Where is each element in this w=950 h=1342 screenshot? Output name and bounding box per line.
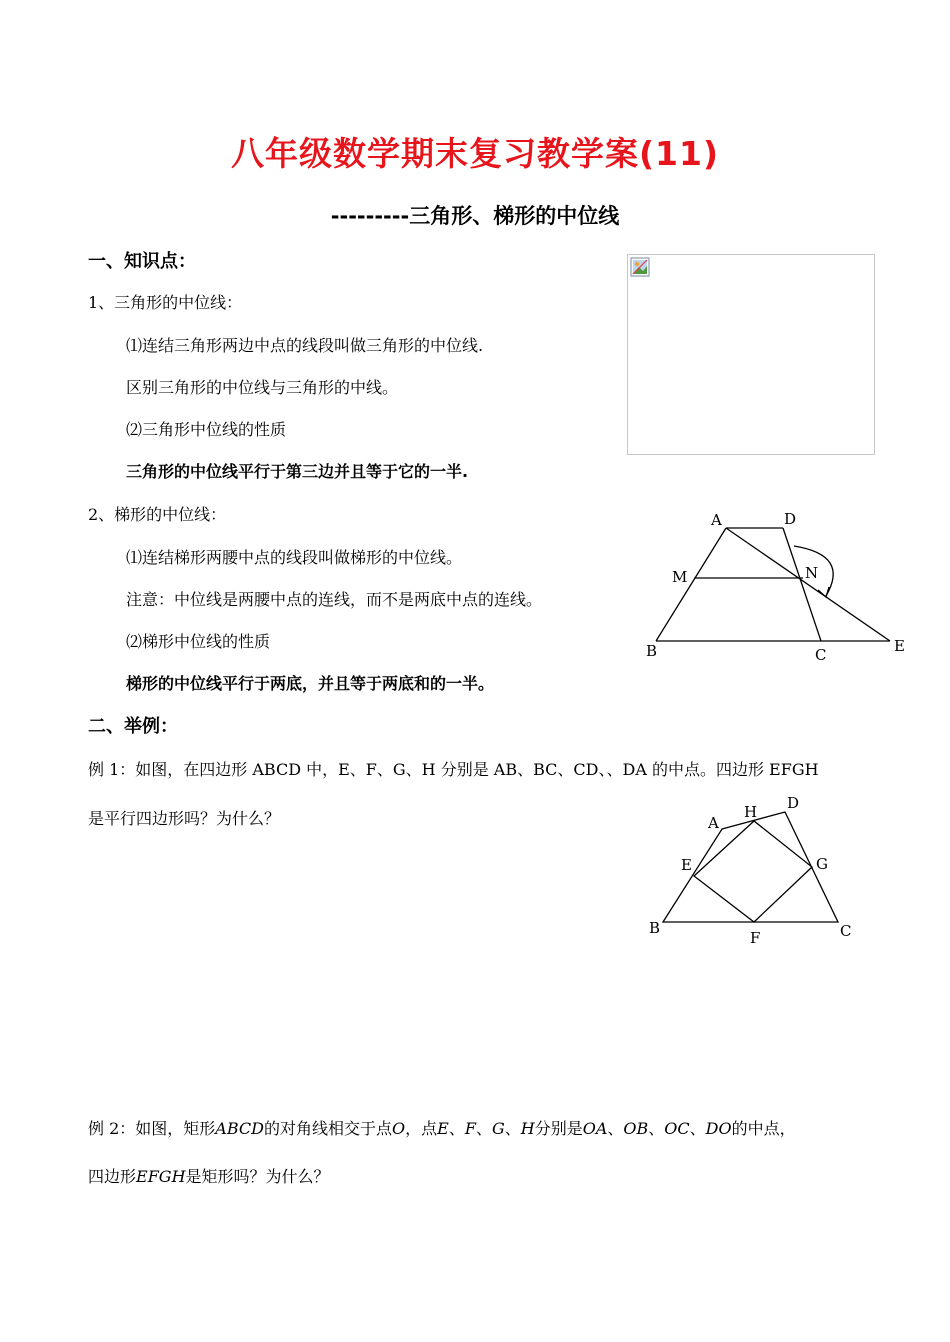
edge-dc <box>783 528 821 641</box>
label-g: G <box>816 855 828 873</box>
trapezoid-midline-note: 注意：中位线是两腰中点的连线，而不是两底中点的连线。 <box>126 590 543 609</box>
item-heading-trapezoid-midline: 2、梯形的中位线： <box>88 505 227 524</box>
triangle-midline-property: 三角形的中位线平行于第三边并且等于它的一半. <box>126 462 469 481</box>
trapezoid-midline-definition: ⑴连结梯形两腰中点的线段叫做梯形的中位线。 <box>126 548 463 567</box>
page-subtitle: ---------三角形、梯形的中位线 <box>330 204 620 228</box>
label-d: D <box>784 510 797 528</box>
label-a: A <box>711 511 722 529</box>
section-heading-examples: 二、举例： <box>88 716 178 737</box>
trapezoid-midline-property: 梯形的中位线平行于两底，并且等于两底和的一半。 <box>126 674 495 693</box>
label-h: H <box>744 803 758 821</box>
label-f: F <box>750 929 761 947</box>
example2-line2: 四边形EFGH是矩形吗？为什么？ <box>88 1167 330 1186</box>
label-m: M <box>672 568 688 586</box>
label-d: D <box>787 794 800 812</box>
page-title: 八年级数学期末复习教学案(11) <box>230 134 720 173</box>
edge-ae <box>726 528 890 641</box>
example1-line1: 例 1：如图，在四边形 ABCD 中，E、F、G、H 分别是 AB、BC、CD、、DA 的中点。四边形 EFGH <box>88 760 819 779</box>
section-heading-knowledge: 一、知识点： <box>88 251 196 272</box>
edge-ab <box>656 528 726 641</box>
broken-image-icon <box>630 257 650 277</box>
label-b: B <box>646 642 658 660</box>
label-e: E <box>894 637 905 655</box>
label-n: N <box>805 564 819 582</box>
quadrilateral-midpoint-figure <box>640 790 860 950</box>
quad-efgh <box>694 821 812 922</box>
item-heading-triangle-midline: 1、三角形的中位线： <box>88 293 243 312</box>
label-c: C <box>840 922 852 940</box>
missing-image-placeholder <box>627 254 875 455</box>
triangle-midline-note: 区别三角形的中位线与三角形的中线。 <box>126 378 399 397</box>
trapezoid-midline-property-heading: ⑵梯形中位线的性质 <box>126 632 271 651</box>
label-b: B <box>649 919 661 937</box>
triangle-midline-definition: ⑴连结三角形两边中点的线段叫做三角形的中位线. <box>126 336 484 355</box>
label-c: C <box>815 646 827 664</box>
label-a: A <box>708 814 719 832</box>
rotation-arrowhead <box>818 587 829 597</box>
example2-line1: 例 2：如图，矩形ABCD的对角线相交于点O，点E、F、G、H分别是OA、OB、OC、DO的中点， <box>88 1119 796 1138</box>
trapezoid-midline-figure <box>640 505 910 665</box>
label-e: E <box>681 856 692 874</box>
triangle-midline-property-heading: ⑵三角形中位线的性质 <box>126 420 287 439</box>
example1-line2: 是平行四边形吗？为什么？ <box>88 809 281 828</box>
